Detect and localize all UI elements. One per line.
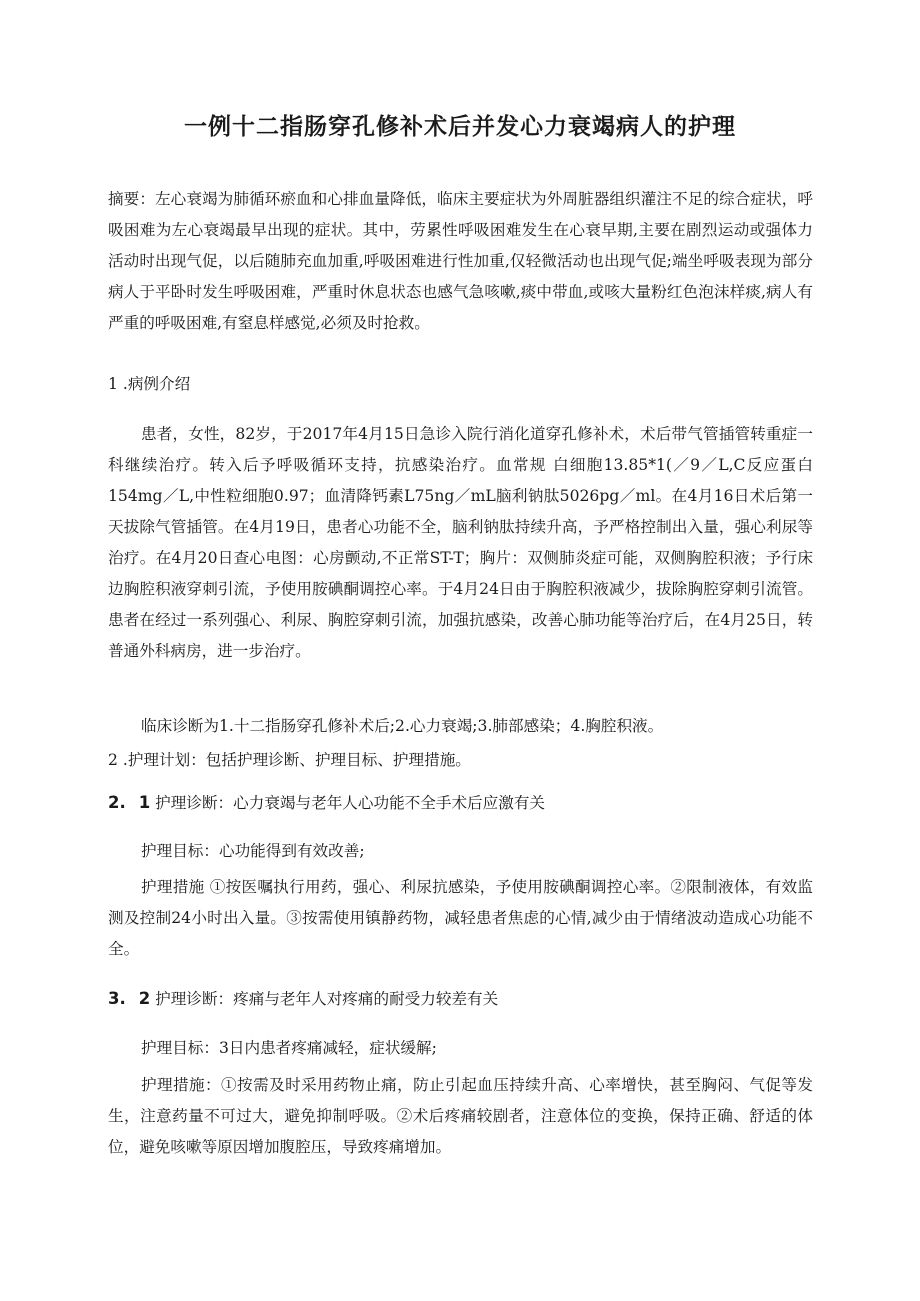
item-2-1-goal: 护理目标：心功能得到有效改善; [141, 842, 365, 860]
item-sub-number: 2 [138, 989, 151, 1008]
document-title: 一例十二指肠穿孔修补术后并发心力衰竭病人的护理 [184, 114, 736, 140]
item-number: 3. [108, 989, 126, 1008]
item-2-1-measures: 护理措施 ①按医嘱执行用药，强心、利尿抗感染，予使用胺碘酮调控心率。②限制液体，有效监测及控制24小时出入量。③按需使用镇静药物，减轻患者焦虑的心情,减少由于情绪波动造成心功能不全。 [108, 878, 813, 958]
item-sub-number: 1 [138, 793, 151, 812]
item-2-2-diagnosis [108, 983, 813, 1015]
item-2-2-goal: 护理目标：3日内患者疼痛减轻，症状缓解; [141, 1039, 437, 1057]
item-2-2-measures: 护理措施：①按需及时采用药物止痛，防止引起血压持续升高、心率增快，甚至胸闷、气促等发生，注意药量不可过大，避免抑制呼吸。②术后疼痛较剧者，注意体位的变换，保持正确、舒适的体位，避免咳嗽等原因增加腹腔压，导致疼痛增加。 [108, 1076, 813, 1156]
item-number: 2. [108, 793, 126, 812]
item-diagnosis-text: 护理诊断：心力衰竭与老年人心功能不全手术后应激有关 [155, 794, 546, 812]
section-2-heading: 2 .护理计划：包括护理诊断、护理目标、护理措施。 [108, 751, 471, 769]
case-introduction-paragraph: 患者，女性，82岁，于2017年4月15日急诊入院行消化道穿孔修补术，术后带气管插管转重症一科继续治疗。转入后予呼吸循环支持，抗感染治疗。血常规 白细胞13.85*1(／9／L,C反应蛋白154mg／L,中性粒细胞0.97；血清降钙素L75ng／mL脑利钠肽5026pg／ml。在4月16日术后第一天拔除气管插管。在4月19日，患者心功能不全，脑利钠肽持续升高，予严格控制出入量，强心利尿等治疗。在4月20日查心电图：心房颤动,不正常ST-T；胸片：双侧肺炎症可能，双侧胸腔积液；予行床边胸腔积液穿刺引流，予使用胺碘酮调控心率。于4月24日由于胸腔积液减少，拔除胸腔穿刺引流管。患者在经过一系列强心、利尿、胸腔穿刺引流，加强抗感染，改善心肺功能等治疗后，在4月25日，转普通外科病房，进一步治疗。 [108, 425, 813, 660]
item-diagnosis-text: 护理诊断：疼痛与老年人对疼痛的耐受力较差有关 [155, 990, 499, 1008]
item-2-1-diagnosis [108, 787, 813, 819]
clinical-diagnosis: 临床诊断为1.十二指肠穿孔修补术后;2.心力衰竭;3.肺部感染；4.胸腔积液。 [141, 717, 664, 735]
section-1-heading: 1 .病例介绍 [108, 375, 191, 393]
abstract-paragraph: 摘要：左心衰竭为肺循环瘀血和心排血量降低，临床主要症状为外周脏器组织灌注不足的综合症状，呼吸困难为左心衰竭最早出现的症状。其中，劳累性呼吸困难发生在心衰早期,主要在剧烈运动或强体力活动时出现气促，以后随肺充血加重,呼吸困难进行性加重,仅轻微活动也出现气促;端坐呼吸表现为部分病人于平卧时发生呼吸困难，严重时休息状态也感气急咳嗽,痰中带血,或咳大量粉红色泡沫样痰,病人有严重的呼吸困难,有窒息样感觉,必须及时抢救。 [108, 190, 813, 332]
